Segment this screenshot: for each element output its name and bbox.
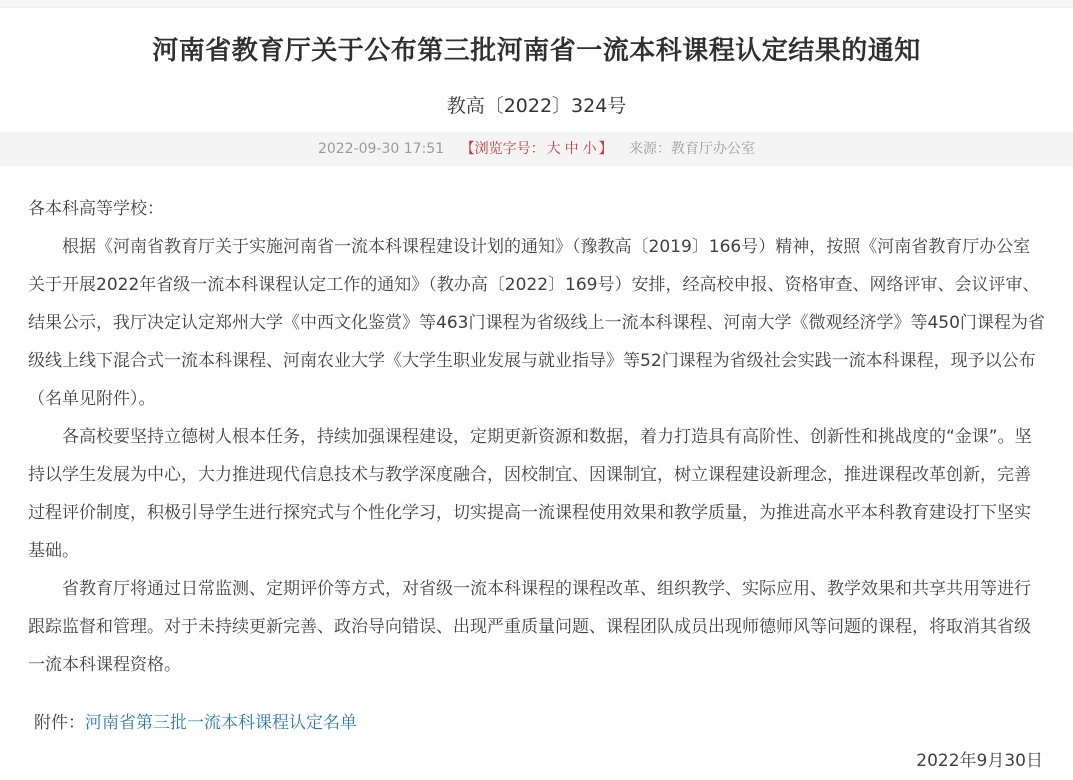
meta-bar (0, 132, 1073, 166)
body-paragraph: 各高校要坚持立德树人根本任务，持续加强课程建设，定期更新资源和数据，着力打造具有高阶性、创新性和挑战度的“金课”。坚持以学生发展为中心，大力推进现代信息技术与教学深度融合，因校制宜、因课制宜，树立课程建设新理念，推进课程改革创新，完善过程评价制度，积极引导学生进行探究式与个性化学习，切实提高一流课程使用效果和教学质量，为推进高水平本科教育建设打下坚实基础。 (28, 427, 1032, 561)
top-strip (0, 0, 1073, 8)
doc-number: 教高〔2022〕324号 (446, 95, 627, 117)
font-size-controls (461, 141, 617, 157)
salutation: 各本科高等学校： (28, 199, 164, 219)
font-size-medium-button[interactable]: 中 (564, 141, 579, 157)
attachment-line (0, 704, 1073, 742)
page-title: 河南省教育厅关于公布第三批河南省一流本科课程认定结果的通知 (152, 36, 921, 66)
body-paragraph: 省教育厅将通过日常监测、定期评价等方式，对省级一流本科课程的课程改革、组织教学、实际应用、教学效果和共享共用等进行跟踪监督和管理。对于未持续更新完善、政治导向错误、出现严重质量问题、课程团队成员出现师德师风等问题的课程，将取消其省级一流本科课程资格。 (28, 579, 1031, 675)
source-label: 来源：教育厅办公室 (629, 141, 756, 157)
notice-body (0, 166, 1073, 684)
attachment-link[interactable]: 河南省第三批一流本科课程认定名单 (85, 713, 357, 733)
body-paragraph: 根据《河南省教育厅关于实施河南省一流本科课程建设计划的通知》（豫教高〔2019〕166号）精神，按照《河南省教育厅办公室关于开展2022年省级一流本科课程认定工作的通知》（教办高〔2022〕169号）安排，经高校申报、资格审查、网络评审、会议评审、结果公示，我厅决定认定郑州大学《中西文化鉴赏》等463门课程为省级线上一流本科课程、河南大学《微观经济学》等450门课程为省级线上线下混合式一流本科课程、河南农业大学《大学生职业发展与就业指导》等52门课程为省级社会实践一流本科课程，现予以公布（名单见附件）。 (28, 237, 1045, 409)
publish-datetime: 2022-09-30 17:51 (317, 141, 445, 157)
attachment-label: 附件： (34, 713, 85, 733)
font-size-label-open: 【浏览字号： (460, 141, 545, 157)
publish-date: 2022年9月30日 (916, 751, 1043, 771)
font-size-small-button[interactable]: 小 (582, 141, 597, 157)
font-size-label-close: 】 (598, 141, 613, 157)
font-size-large-button[interactable]: 大 (546, 141, 561, 157)
